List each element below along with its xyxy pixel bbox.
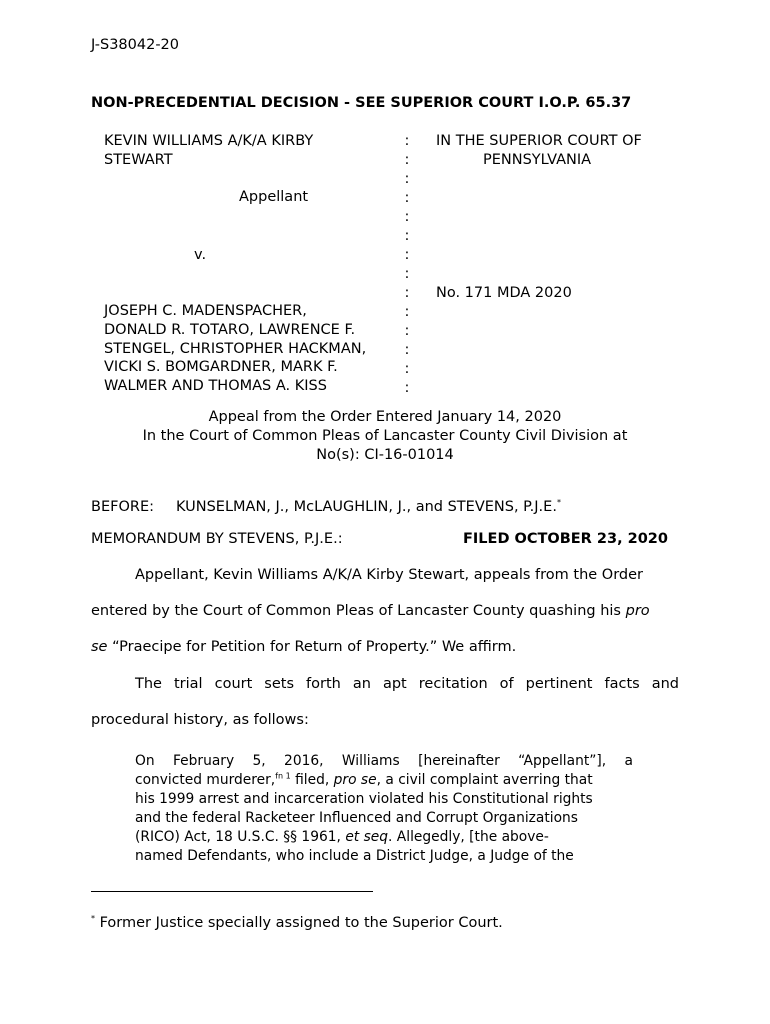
caption-colon: : <box>404 342 410 358</box>
appellant-role: Appellant <box>239 189 309 205</box>
caption-colon: : <box>404 209 410 225</box>
caption-colon: : <box>404 171 410 187</box>
caption-colon: : <box>404 304 410 320</box>
quote-line-1: On February 5, 2016, Williams [hereinafter “Appellant”], a <box>135 753 633 769</box>
docket-number: J-S38042-20 <box>91 37 180 53</box>
quote-line-6: named Defendants, who include a District Judge, a Judge of the <box>135 848 574 864</box>
footnote-ref-1: fn 1 <box>275 771 291 781</box>
appellant-name-line-1: KEVIN WILLIAMS A/K/A KIRBY <box>104 133 314 149</box>
quote-italic-et-seq: et seq <box>345 829 389 845</box>
appellee-line-5: WALMER AND THOMAS A. KISS <box>104 378 327 394</box>
non-precedential-banner: NON-PRECEDENTIAL DECISION - SEE SUPERIOR COURT I.O.P. 65.37 <box>91 95 632 111</box>
panel-judges <box>176 498 561 517</box>
appellee-line-3: STENGEL, CHRISTOPHER HACKMAN, <box>104 341 367 357</box>
memorandum-author: MEMORANDUM BY STEVENS, P.J.E.: <box>91 531 343 547</box>
footnote-symbol: * <box>91 914 95 924</box>
appellee-line-1: JOSEPH C. MADENSPACHER, <box>104 303 307 319</box>
para1-line-2-text: entered by the Court of Common Pleas of Lancaster County quashing his <box>91 603 626 619</box>
quote-italic-pro-se: pro se <box>333 772 377 788</box>
para1-line-3 <box>91 638 516 657</box>
caption-colon: : <box>404 380 410 396</box>
panel-judges-text: KUNSELMAN, J., McLAUGHLIN, J., and STEVENS, P.J.E. <box>176 499 557 515</box>
para2-line-2: procedural history, as follows: <box>91 712 309 728</box>
caption-colon: : <box>404 133 410 149</box>
appeal-line-3: No(s): CI-16-01014 <box>316 447 454 463</box>
footnote-separator <box>91 891 373 892</box>
caption-colon: : <box>404 323 410 339</box>
para1-line-2 <box>91 602 650 621</box>
case-number: No. 171 MDA 2020 <box>436 285 572 301</box>
court-name-line-2: PENNSYLVANIA <box>483 152 592 168</box>
quote-line-2 <box>135 771 633 790</box>
appellant-name-line-2: STEWART <box>104 152 173 168</box>
footnote <box>91 914 503 933</box>
quote-line-5-a: (RICO) Act, 18 U.S.C. §§ 1961, <box>135 829 346 845</box>
appeal-line-1: Appeal from the Order Entered January 14, 2020 <box>208 409 562 425</box>
quote-line-3: his 1999 arrest and incarceration violated his Constitutional rights <box>135 791 593 807</box>
caption-colon: : <box>404 228 410 244</box>
para1-italic-pro: pro <box>625 603 650 619</box>
quote-line-4: and the federal Racketeer Influenced and Corrupt Organizations <box>135 810 578 826</box>
caption-colon: : <box>404 285 410 301</box>
footnote-text: Former Justice specially assigned to the Superior Court. <box>99 915 503 931</box>
caption-colon: : <box>404 152 410 168</box>
quote-line-2-b: filed, <box>290 772 334 788</box>
caption-colon: : <box>404 266 410 282</box>
caption-colon: : <box>404 190 410 206</box>
para1-italic-se: se <box>91 639 108 655</box>
caption-colon: : <box>404 361 410 377</box>
court-name-line-1: IN THE SUPERIOR COURT OF <box>436 133 642 149</box>
quote-line-5 <box>135 828 633 847</box>
appeal-line-2: In the Court of Common Pleas of Lancaster County Civil Division at <box>142 428 628 444</box>
appellee-line-4: VICKI S. BOMGARDNER, MARK F. <box>104 359 338 375</box>
appellee-line-2: DONALD R. TOTARO, LAWRENCE F. <box>104 322 356 338</box>
filed-date: FILED OCTOBER 23, 2020 <box>463 531 668 547</box>
para1-line-1: Appellant, Kevin Williams A/K/A Kirby Stewart, appeals from the Order <box>135 567 644 583</box>
footnote-marker: * <box>556 498 561 508</box>
caption-colon: : <box>404 247 410 263</box>
quote-line-5-b: . Allegedly, [the above- <box>388 829 549 845</box>
quote-line-2-a: convicted murderer, <box>135 772 276 788</box>
para2-line-1: The trial court sets forth an apt recitation of pertinent facts and <box>135 676 679 692</box>
para1-line-3-text: “Praecipe for Petition for Return of Property.” We affirm. <box>107 639 517 655</box>
versus: v. <box>194 247 207 263</box>
quote-line-2-c: , a civil complaint averring that <box>376 772 593 788</box>
before-label: BEFORE: <box>91 499 154 515</box>
